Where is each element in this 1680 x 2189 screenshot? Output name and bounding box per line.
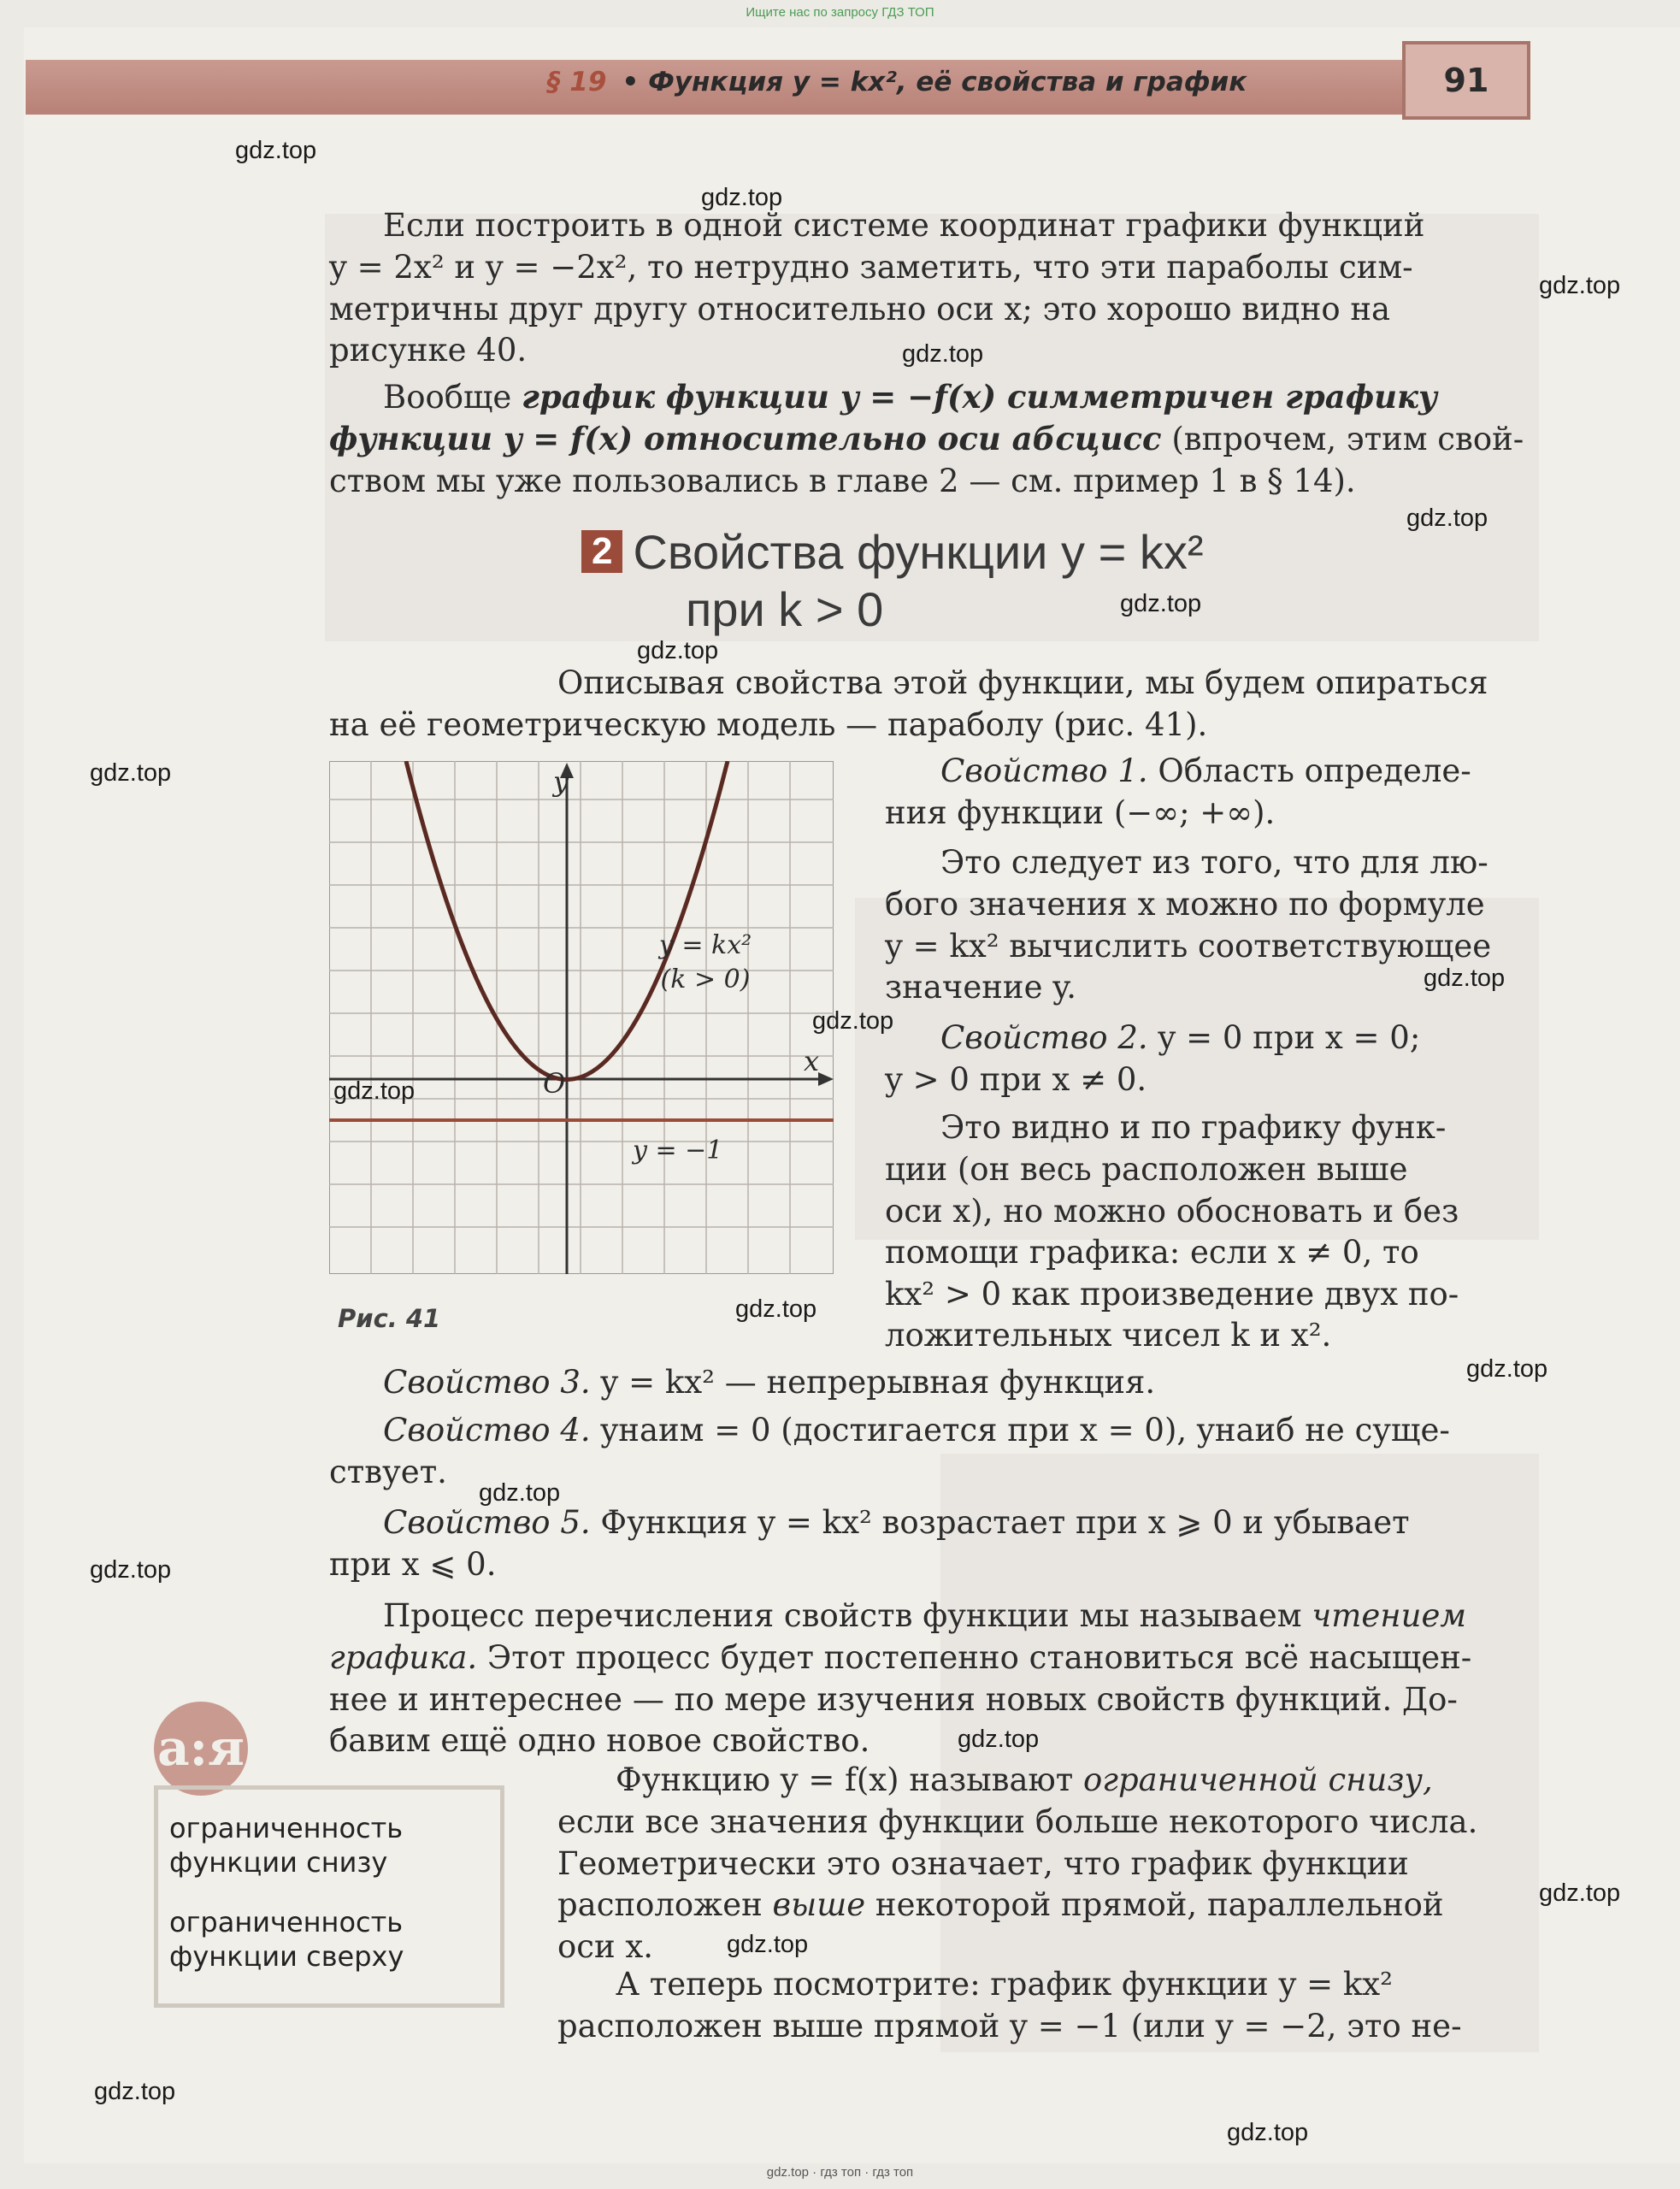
glossary-term-bounded-above [169, 1905, 404, 1974]
paragraph-1 [383, 205, 1533, 247]
property-1-explanation [940, 842, 1533, 884]
section-number: § 19 [547, 67, 607, 97]
watermark: gdz.top [958, 1726, 1040, 1753]
text: расположен [557, 1886, 773, 1923]
property-2-explanation [940, 1107, 1533, 1149]
watermark: gdz.top [637, 637, 719, 664]
text-line: Описывая свойства этой функции, мы будем опираться [557, 664, 1488, 701]
italic-text: чтением [1312, 1597, 1467, 1634]
text: Функцию y = f(x) называют [616, 1761, 1083, 1798]
text-line: А теперь посмотрите: график функции y = kx² [616, 1966, 1393, 2003]
text-line: на её геометрическую модель — параболу (рис. 41). [329, 706, 1208, 743]
watermark: gdz.top [735, 1295, 817, 1323]
watermark: gdz.top [479, 1479, 561, 1507]
paragraph-6 [616, 1964, 1533, 2006]
bottom-note: gdz.top · гдз топ · гдз топ [766, 2165, 914, 2180]
top-note: Ищите нас по запросу ГДЗ ТОП [746, 5, 934, 20]
property-title: Свойство 2. [940, 1019, 1148, 1056]
watermark: gdz.top [727, 1931, 809, 1958]
watermark: gdz.top [1227, 2119, 1309, 2146]
origin-label: O [543, 1067, 566, 1100]
text-line: y > 0 при x ≠ 0. [885, 1061, 1147, 1098]
property-5-cont [329, 1544, 1533, 1586]
watermark: gdz.top [1539, 272, 1621, 299]
figure-41-graph [329, 761, 834, 1274]
property-title: Свойство 5. [383, 1504, 591, 1541]
header-bullet: • [622, 67, 640, 97]
section-heading-line-2: при k > 0 [686, 582, 884, 636]
property-5 [383, 1502, 1533, 1544]
text-line: Это следует из того, что для лю- [940, 844, 1488, 881]
dictionary-logo-icon: a:я [154, 1702, 248, 1796]
paragraph-5 [616, 1760, 1533, 1802]
watermark: gdz.top [1406, 504, 1488, 532]
property-2-cont [885, 1059, 1533, 1101]
glossary-term-line: функции сверху [169, 1940, 404, 1973]
curve-condition-label: (k > 0) [660, 965, 751, 994]
property-title: Свойство 3. [383, 1364, 591, 1401]
curve-label: y = kx² [658, 930, 752, 960]
text: yнаим = 0 (достигается при x = 0), yнаиб не суще- [590, 1412, 1450, 1449]
watermark: gdz.top [812, 1007, 894, 1035]
paragraph-4-cont [329, 1637, 1533, 1762]
watermark: gdz.top [90, 759, 172, 787]
text-line: помощи графика: если x ≠ 0, то [885, 1234, 1419, 1271]
bold-italic-text: функции y = f(x) относительно оси абсцисс [329, 420, 1162, 457]
text-line: если все значения функции больше некоторого числа. [557, 1803, 1478, 1840]
watermark: gdz.top [902, 340, 984, 368]
property-1-cont [885, 793, 1533, 835]
header-title [547, 67, 1247, 97]
glossary-term-bounded-below [169, 1811, 403, 1879]
text-line: ции (он весь расположен выше [885, 1151, 1408, 1188]
text: Вообще [383, 379, 522, 416]
axis-x-label: x [804, 1045, 820, 1077]
watermark: gdz.top [90, 1556, 172, 1584]
watermark: gdz.top [1539, 1879, 1621, 1907]
text-line: значение y. [885, 969, 1076, 1006]
text: Область определе- [1147, 752, 1471, 789]
text: y = 0 при x = 0; [1147, 1019, 1421, 1056]
text: Этот процесс будет постепенно становиться всё насыщен- [477, 1639, 1472, 1676]
property-1 [940, 751, 1533, 793]
text-line: y = kx² вычислить соответствующее [885, 927, 1492, 965]
text: (впрочем, этим свой- [1161, 421, 1524, 457]
text: Функция y = kx² возрастает при x ⩾ 0 и убывает [590, 1504, 1410, 1541]
text: y = kx² — непрерывная функция. [590, 1364, 1156, 1401]
text-line: бого значения x можно по формуле [885, 886, 1485, 923]
property-4 [383, 1410, 1533, 1452]
property-title: Свойство 4. [383, 1412, 591, 1449]
glossary-term-line: ограниченность [169, 1812, 404, 1844]
watermark: gdz.top [1466, 1355, 1548, 1383]
axis-y-label: y [553, 765, 569, 798]
text-line: рисунке 40. [329, 332, 528, 369]
watermark: gdz.top [1120, 590, 1202, 617]
section-heading-number: 2 [581, 530, 622, 573]
paragraph-2 [383, 376, 1533, 419]
watermark: gdz.top [701, 184, 783, 211]
bold-italic-text: график функции y = −f(x) симметричен графику [522, 378, 1438, 416]
line-label: y = −1 [633, 1136, 723, 1165]
text-line: Если построить в одной системе координат графики функций [383, 207, 1425, 244]
italic-text: графика. [329, 1639, 478, 1676]
italic-text: выше [772, 1886, 866, 1923]
header-text: Функция y = kx², её свойства и график [648, 67, 1247, 97]
glossary-term-line: функции снизу [169, 1846, 388, 1879]
text-line: ством мы уже пользовались в главе 2 — см. пример 1 в § 14). [329, 462, 1356, 499]
text-line: метричны друг другу относительно оси x; это хорошо видно на [329, 290, 1391, 327]
text-line: Это видно и по графику функ- [940, 1109, 1447, 1146]
watermark: gdz.top [235, 137, 317, 164]
text-line: оси x. [557, 1927, 654, 1965]
text-line: ния функции (−∞; +∞). [885, 794, 1276, 831]
text-line: ствует. [329, 1454, 447, 1490]
text-line: Геометрически это означает, что график функции [557, 1844, 1409, 1882]
page-number: 91 [1402, 41, 1530, 120]
paragraph-6-cont [557, 2006, 1533, 2048]
text-line: оси x), но можно обосновать и без [885, 1192, 1459, 1230]
text-line: ложительных чисел k и x². [885, 1317, 1332, 1354]
text-line: при x ⩽ 0. [329, 1546, 497, 1583]
property-title: Свойство 1. [940, 752, 1148, 789]
text: Процесс перечисления свойств функции мы называем [383, 1597, 1312, 1634]
text-line: расположен выше прямой y = −1 (или y = −2, это не- [557, 2008, 1462, 2044]
figure-frame [329, 761, 834, 1274]
property-2 [940, 1018, 1533, 1059]
property-2-explanation-cont [885, 1149, 1533, 1357]
paragraph-3-cont [329, 705, 1533, 746]
watermark: gdz.top [333, 1077, 416, 1105]
text: некоторой прямой, параллельной [865, 1886, 1444, 1923]
watermark: gdz.top [1424, 965, 1506, 992]
text-line: y = 2x² и y = −2x², то нетрудно заметить, что эти параболы сим- [329, 249, 1413, 286]
text-line: бавим ещё одно новое свойство. [329, 1722, 870, 1759]
property-3 [383, 1362, 1533, 1404]
text-line: нее и интереснее — по мере изучения новых свойств функций. До- [329, 1680, 1458, 1718]
italic-text: ограниченной снизу, [1083, 1761, 1433, 1798]
section-heading-title: Свойства функции y = kx² [633, 525, 1204, 579]
figure-caption: Рис. 41 [338, 1304, 441, 1333]
glossary-term-line: ограниченность [169, 1906, 404, 1938]
paragraph-4 [383, 1596, 1533, 1637]
section-heading [581, 526, 1203, 579]
watermark: gdz.top [94, 2078, 176, 2105]
paragraph-2-cont [329, 418, 1533, 502]
text-line: kx² > 0 как произведение двух по- [885, 1275, 1459, 1313]
paragraph-5-cont [557, 1802, 1533, 1968]
paragraph-3 [557, 663, 1533, 705]
